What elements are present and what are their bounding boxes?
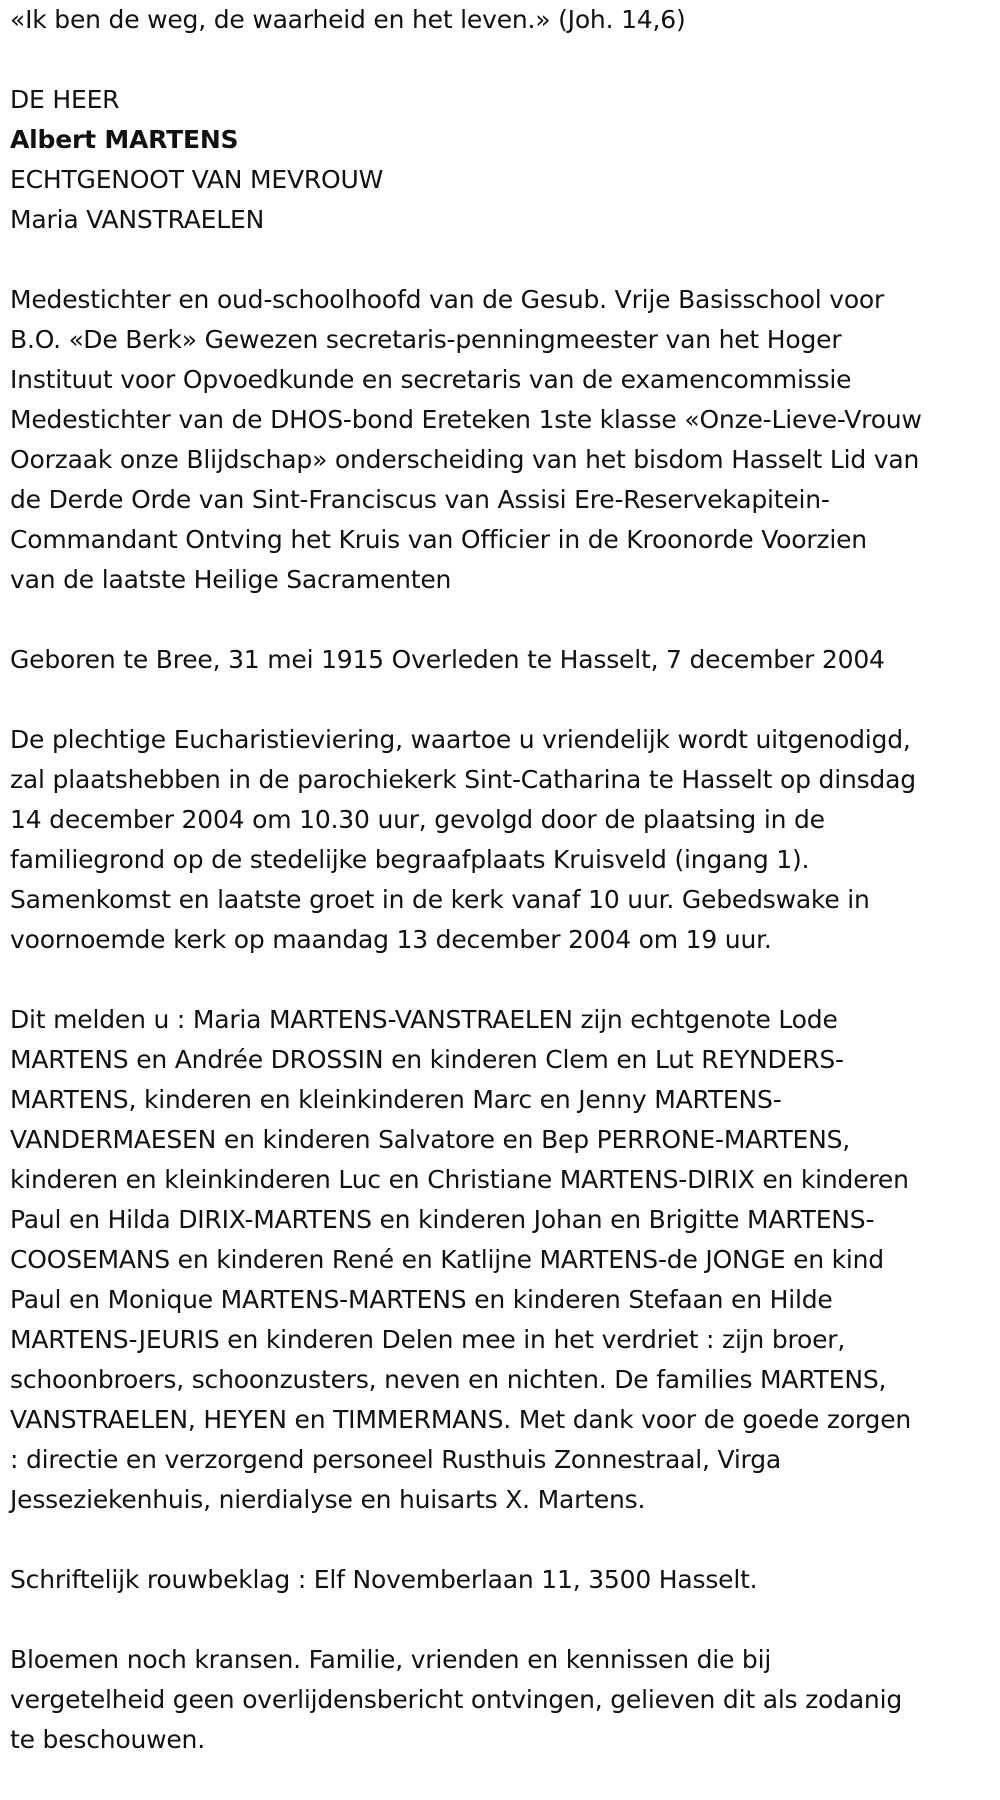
deceased-name: Albert MARTENS — [10, 125, 239, 154]
family-line: Paul en Hilda DIRIX-MARTENS en kinderen Johan en Brigitte MARTENS- — [10, 1205, 875, 1234]
spacer — [10, 960, 990, 1000]
condolences-line: Schriftelijk rouwbeklag : Elf Novemberlaan 11, 3500 Hasselt. — [10, 1565, 758, 1594]
spouse-name: Maria VANSTRAELEN — [10, 205, 265, 234]
family-line: VANSTRAELEN, HEYEN en TIMMERMANS. Met dank voor de goede zorgen — [10, 1405, 912, 1434]
spacer — [10, 1600, 990, 1640]
family-line: Paul en Monique MARTENS-MARTENS en kinderen Stefaan en Hilde — [10, 1285, 833, 1314]
ceremony-line: zal plaatshebben in de parochiekerk Sint-Catharina te Hasselt op dinsdag — [10, 765, 916, 794]
family-line: : directie en verzorgend personeel Rusthuis Zonnestraal, Virga — [10, 1445, 781, 1474]
spacer — [10, 600, 990, 640]
title-prefix: DE HEER — [10, 85, 120, 114]
family-line: MARTENS-JEURIS en kinderen Delen mee in het verdriet : zijn broer, — [10, 1325, 846, 1354]
bible-quote: «Ik ben de weg, de waarheid en het leven.» (Joh. 14,6) — [10, 5, 686, 34]
ceremony-paragraph — [10, 720, 990, 960]
closing-paragraph — [10, 1640, 990, 1760]
ceremony-line: familiegrond op de stedelijke begraafplaats Kruisveld (ingang 1). — [10, 845, 810, 874]
biography-paragraph — [10, 280, 990, 600]
ceremony-line: 14 december 2004 om 10.30 uur, gevolgd door de plaatsing in de — [10, 805, 825, 834]
biography-line: Commandant Ontving het Kruis van Officier in de Kroonorde Voorzien — [10, 525, 867, 554]
family-line: MARTENS en Andrée DROSSIN en kinderen Clem en Lut REYNDERS- — [10, 1045, 844, 1074]
family-line: Jesseziekenhuis, nierdialyse en huisarts X. Martens. — [10, 1485, 646, 1514]
spouse-label: ECHTGENOOT VAN MEVROUW — [10, 165, 384, 194]
family-line: COOSEMANS en kinderen René en Katlijne MARTENS-de JONGE en kind — [10, 1245, 884, 1274]
biography-line: Medestichter van de DHOS-bond Ereteken 1ste klasse «Onze-Lieve-Vrouw — [10, 405, 922, 434]
obituary-notice — [10, 0, 990, 1760]
biography-line: Instituut voor Opvoedkunde en secretaris van de examencommissie — [10, 365, 852, 394]
biography-line: B.O. «De Berk» Gewezen secretaris-penningmeester van het Hoger — [10, 325, 842, 354]
ceremony-line: voornoemde kerk op maandag 13 december 2004 om 19 uur. — [10, 925, 772, 954]
spacer — [10, 240, 990, 280]
closing-line: vergetelheid geen overlijdensbericht ontvingen, gelieven dit als zodanig — [10, 1685, 902, 1714]
family-line: VANDERMAESEN en kinderen Salvatore en Bep PERRONE-MARTENS, — [10, 1125, 851, 1154]
dates-line: Geboren te Bree, 31 mei 1915 Overleden te Hasselt, 7 december 2004 — [10, 645, 885, 674]
closing-line: Bloemen noch kransen. Familie, vrienden en kennissen die bij — [10, 1645, 772, 1674]
ceremony-line: De plechtige Eucharistieviering, waartoe u vriendelijk wordt uitgenodigd, — [10, 725, 911, 754]
family-paragraph — [10, 1000, 990, 1520]
closing-line: te beschouwen. — [10, 1725, 205, 1754]
family-line: kinderen en kleinkinderen Luc en Christiane MARTENS-DIRIX en kinderen — [10, 1165, 909, 1194]
family-line: MARTENS, kinderen en kleinkinderen Marc en Jenny MARTENS- — [10, 1085, 782, 1114]
ceremony-line: Samenkomst en laatste groet in de kerk vanaf 10 uur. Gebedswake in — [10, 885, 870, 914]
biography-line: van de laatste Heilige Sacramenten — [10, 565, 452, 594]
condolences-paragraph — [10, 1560, 990, 1600]
biography-line: de Derde Orde van Sint-Franciscus van Assisi Ere-Reservekapitein- — [10, 485, 830, 514]
biography-line: Medestichter en oud-schoolhoofd van de Gesub. Vrije Basisschool voor — [10, 285, 885, 314]
family-line: Dit melden u : Maria MARTENS-VANSTRAELEN zijn echtgenote Lode — [10, 1005, 838, 1034]
biography-line: Oorzaak onze Blijdschap» onderscheiding van het bisdom Hasselt Lid van — [10, 445, 920, 474]
dates-paragraph — [10, 640, 990, 680]
spacer — [10, 40, 990, 80]
spacer — [10, 1520, 990, 1560]
spacer — [10, 680, 990, 720]
family-line: schoonbroers, schoonzusters, neven en nichten. De families MARTENS, — [10, 1365, 887, 1394]
